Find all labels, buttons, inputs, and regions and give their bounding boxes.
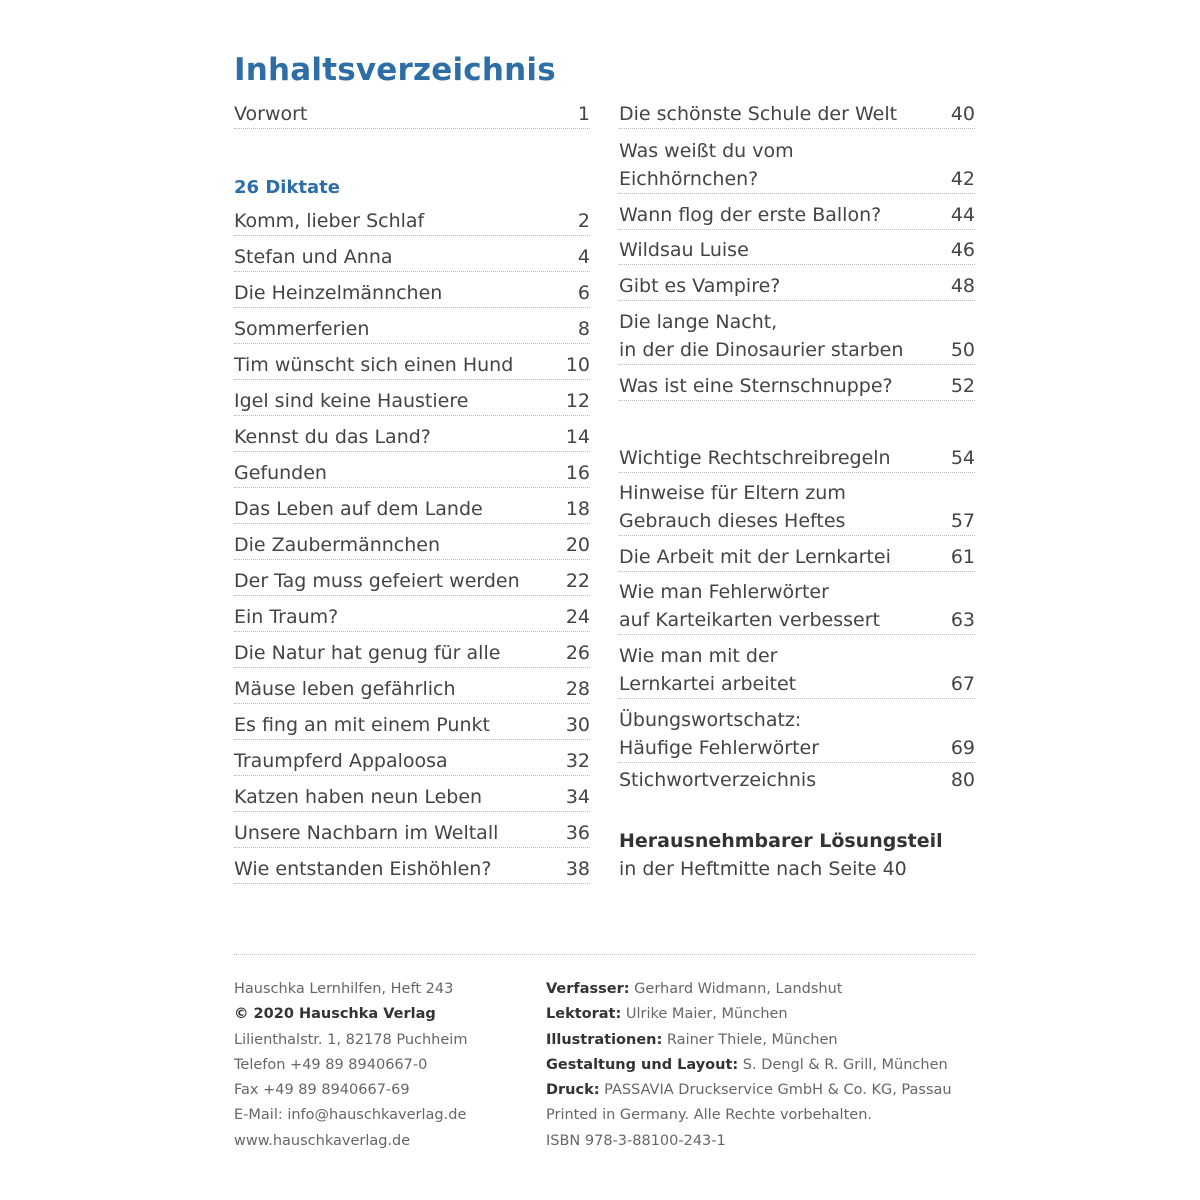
credit-label: Illustrationen:	[546, 1031, 663, 1048]
credit-rights: Printed in Germany. Alle Rechte vorbehalten.	[546, 1107, 872, 1124]
imprint-series: Hauschka Lernhilfen, Heft 243	[234, 981, 454, 997]
toc-entry	[234, 279, 590, 308]
toc-extra-entry	[619, 578, 975, 635]
toc-entry-title: Die Heinzelmännchen	[234, 282, 443, 304]
toc-entry	[234, 567, 590, 596]
toc-entry-title: Die Natur hat genug für alle	[234, 642, 501, 664]
toc-entry-title: Mäuse leben gefährlich	[234, 678, 456, 700]
toc-entry-page: 61	[950, 546, 975, 568]
toc-entry	[234, 351, 590, 380]
toc-entry-title: Gibt es Vampire?	[619, 275, 781, 297]
toc-entry-title: Vorwort	[234, 103, 308, 125]
toc-extra-entry	[619, 479, 975, 536]
credit-value: S. Dengl & R. Grill, München	[742, 1056, 948, 1073]
credit-label: Verfasser:	[546, 981, 630, 997]
toc-entry-page: 46	[950, 239, 975, 261]
toc-entry-page: 12	[565, 390, 590, 412]
toc-entry-title: Die schönste Schule der Welt	[619, 103, 898, 125]
toc-entry-page: 16	[565, 462, 590, 484]
imprint-email: E-Mail: info@hauschkaverlag.de	[234, 1107, 467, 1124]
imprint-publisher	[234, 977, 467, 1154]
toc-entry	[234, 783, 590, 812]
toc-entry	[234, 315, 590, 344]
toc-entry-page: 26	[565, 642, 590, 664]
toc-entry-page: 20	[565, 534, 590, 556]
credit-author	[546, 977, 952, 1002]
toc-entry-title: Katzen haben neun Leben	[234, 786, 483, 808]
imprint-phone: Telefon +49 89 8940667-0	[234, 1056, 428, 1073]
toc-entry-page: 40	[950, 103, 975, 125]
toc-entry-title: Tim wünscht sich einen Hund	[234, 354, 514, 376]
credit-value: Rainer Thiele, München	[666, 1031, 838, 1048]
toc-entry-page: 54	[950, 447, 975, 469]
toc-entry-title: Kennst du das Land?	[234, 426, 431, 448]
toc-entry	[234, 495, 590, 524]
credit-label: Druck:	[546, 1082, 600, 1099]
toc-entry-title-line2: in der die Dinosaurier starben	[619, 339, 904, 361]
credit-print	[546, 1078, 952, 1103]
toc-entry-page: 36	[565, 822, 590, 844]
toc-entry-page: 48	[950, 275, 975, 297]
imprint-fax: Fax +49 89 8940667-69	[234, 1082, 410, 1099]
toc-entry	[234, 675, 590, 704]
toc-extra-entry	[619, 766, 975, 794]
toc-entry	[619, 308, 975, 365]
imprint-address: Lilienthalstr. 1, 82178 Puchheim	[234, 1031, 468, 1048]
toc-entry-title: Stichwortverzeichnis	[619, 769, 817, 791]
toc-entry-vorwort	[234, 100, 590, 129]
toc-entry-title: Igel sind keine Haustiere	[234, 390, 469, 412]
toc-entry-page: 80	[950, 769, 975, 791]
toc-entry	[619, 372, 975, 401]
credit-design	[546, 1053, 952, 1078]
section-heading-diktate: 26 Diktate	[234, 177, 340, 198]
toc-entry-title-line2: Gebrauch dieses Heftes	[619, 510, 846, 532]
toc-entry-page: 18	[565, 498, 590, 520]
toc-entry-title: Die lange Nacht,	[619, 311, 778, 333]
credit-value: PASSAVIA Druckservice GmbH & Co. KG, Passau	[604, 1082, 952, 1099]
credit-illustrations	[546, 1028, 952, 1053]
toc-extra-entry	[619, 642, 975, 699]
toc-entry-title: Es fing an mit einem Punkt	[234, 714, 490, 736]
toc-entry	[234, 711, 590, 740]
toc-entry-title: Unsere Nachbarn im Weltall	[234, 822, 499, 844]
toc-entry-page: 1	[577, 103, 590, 125]
toc-entry	[619, 201, 975, 230]
toc-entry	[234, 387, 590, 416]
credit-value: Gerhard Widmann, Landshut	[634, 981, 843, 997]
toc-entry	[234, 207, 590, 236]
toc-entry-page: 67	[950, 673, 975, 695]
toc-entry-page: 38	[565, 858, 590, 880]
toc-entry-title-line2: Eichhörnchen?	[619, 168, 759, 190]
toc-entry-page: 34	[565, 786, 590, 808]
toc-entry-page: 8	[577, 318, 590, 340]
toc-entry	[234, 747, 590, 776]
imprint-website: www.hauschkaverlag.de	[234, 1132, 411, 1149]
toc-entry	[234, 819, 590, 848]
toc-entry	[234, 603, 590, 632]
credit-label: Lektorat:	[546, 1006, 622, 1023]
toc-entry-page: 42	[950, 168, 975, 190]
toc-entry	[234, 639, 590, 668]
toc-entry-page: 69	[950, 737, 975, 759]
toc-entry-title: Gefunden	[234, 462, 327, 484]
toc-entry	[619, 100, 975, 129]
toc-entry-title: Das Leben auf dem Lande	[234, 498, 483, 520]
toc-entry-page: 22	[565, 570, 590, 592]
toc-entry	[234, 531, 590, 560]
toc-entry-title: Hinweise für Eltern zum	[619, 482, 846, 504]
toc-entry	[619, 137, 975, 194]
toc-entry-title: Was ist eine Sternschnuppe?	[619, 375, 893, 397]
toc-entry	[234, 855, 590, 884]
toc-entry-title: Wie entstanden Eishöhlen?	[234, 858, 492, 880]
toc-extra-entry	[619, 706, 975, 763]
toc-entry-page: 4	[577, 246, 590, 268]
credit-isbn: ISBN 978-3-88100-243-1	[546, 1132, 726, 1149]
toc-entry-title: Der Tag muss gefeiert werden	[234, 570, 520, 592]
toc-entry-title: Wie man Fehlerwörter	[619, 581, 829, 603]
toc-entry-page: 24	[565, 606, 590, 628]
toc-entry-page: 30	[565, 714, 590, 736]
toc-entry-page: 32	[565, 750, 590, 772]
toc-entry-title: Stefan und Anna	[234, 246, 393, 268]
toc-entry-title: Komm, lieber Schlaf	[234, 210, 425, 232]
toc-entry	[234, 459, 590, 488]
toc-entry-title: Ein Traum?	[234, 606, 339, 628]
toc-entry-title: Wildsau Luise	[619, 239, 749, 261]
toc-entry-page: 50	[950, 339, 975, 361]
toc-entry-page: 57	[950, 510, 975, 532]
solution-note-text: in der Heftmitte nach Seite 40	[619, 858, 907, 880]
toc-entry-title-line2: auf Karteikarten verbessert	[619, 609, 880, 631]
toc-entry-page: 28	[565, 678, 590, 700]
toc-entry-page: 10	[565, 354, 590, 376]
toc-extra-entry	[619, 444, 975, 473]
toc-entry	[234, 243, 590, 272]
credit-label: Gestaltung und Layout:	[546, 1056, 739, 1073]
page-title: Inhaltsverzeichnis	[234, 52, 556, 88]
toc-entry-page: 44	[950, 204, 975, 226]
toc-entry-title-line2: Lernkartei arbeitet	[619, 673, 797, 695]
toc-extra-entry	[619, 543, 975, 572]
toc-entry-page: 6	[577, 282, 590, 304]
toc-entry-title: Wann flog der erste Ballon?	[619, 204, 882, 226]
toc-entry	[619, 272, 975, 301]
imprint-credits	[546, 977, 952, 1154]
toc-entry	[234, 423, 590, 452]
imprint-copyright: © 2020 Hauschka Verlag	[234, 1006, 436, 1023]
toc-entry-title: Was weißt du vom	[619, 140, 794, 162]
toc-entry-page: 14	[565, 426, 590, 448]
toc-entry-title: Sommerferien	[234, 318, 370, 340]
toc-entry-page: 63	[950, 609, 975, 631]
toc-entry-title: Wie man mit der	[619, 645, 778, 667]
toc-entry-title: Traumpferd Appaloosa	[234, 750, 448, 772]
solution-note-title: Herausnehmbarer Lösungsteil	[619, 830, 943, 852]
toc-entry	[619, 236, 975, 265]
toc-entry-title: Übungswortschatz:	[619, 709, 802, 731]
solution-note	[619, 827, 943, 883]
toc-entry-page: 52	[950, 375, 975, 397]
toc-entry-title: Wichtige Rechtschreibregeln	[619, 447, 891, 469]
divider	[234, 954, 975, 955]
toc-entry-title: Die Arbeit mit der Lernkartei	[619, 546, 891, 568]
toc-entry-title-line2: Häufige Fehlerwörter	[619, 737, 820, 759]
toc-entry-page: 2	[577, 210, 590, 232]
toc-entry-title: Die Zaubermännchen	[234, 534, 441, 556]
credit-value: Ulrike Maier, München	[625, 1006, 788, 1023]
credit-editor	[546, 1002, 952, 1027]
